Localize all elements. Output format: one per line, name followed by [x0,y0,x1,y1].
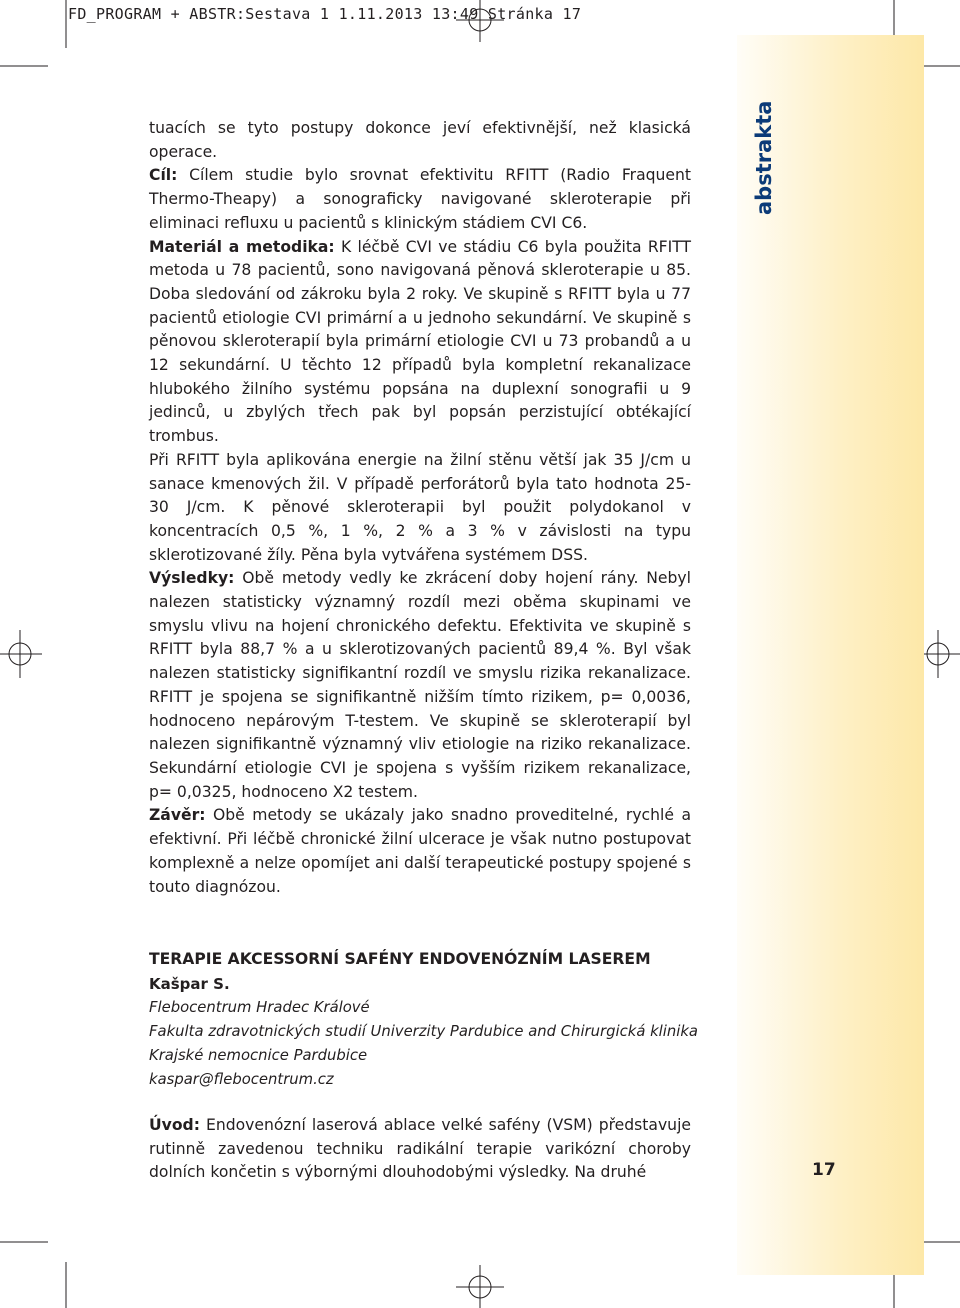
author-email: kaspar@flebocentrum.cz [149,1071,334,1088]
page-number: 17 [812,1160,836,1180]
sidebar-label: abstrakta [752,100,776,215]
intro-paragraph [149,1114,691,1185]
energy-paragraph: Při RFITT byla aplikována energie na žilní stěnu větší jak 35 J/cm u sanace kmenových žil. V případě perforátorů byla tato hodnota 25-30 J/cm. K pěnové skleroterapii byl použit polydokanol v koncentracích 0,5 %, 1 %, 2 % a 3 % v závislosti na typu sklerotizované žíly. Pěna byla vytvářena systémem DSS. [149,450,691,564]
sidebar-band [737,35,924,1275]
lead-paragraph: tuacích se tyto postupy dokonce jeví efektivnější, než klasická operace. [149,119,691,161]
author-name: Kašpar S. [149,975,230,993]
print-slug-header: FD_PROGRAM + ABSTR:Sestava 1 1.11.2013 13:49 Stránka 17 [68,5,582,23]
affiliation-line: Flebocentrum Hradec Králové [149,999,370,1016]
conclusion-paragraph [149,804,691,899]
abstract-body [149,117,691,899]
conclusion-label: Závěr: [149,806,206,825]
results-text: Obě metody vedly ke zkrácení doby hojení rány. Nebyl nalezen statisticky významný rozdíl mezi oběma skupinami ve smyslu vlivu na hojení chronického defektu. Efektivita ve skupině s RFITT byla 88,7 % a u sklerotizovaných pacientů 89,4 %. Byl však nalezen statisticky signifikantní rozdíl ve smyslu rizika rekanalizace. RFITT je spojena se signifikantně nižším tímto rizikem, p= 0,0036, hodnoceno nepárovým T-testem. Ve skupině se skleroterapií byl nalezen signifikantně významný vliv etiologie na riziko rekanalizace. Sekundární etiologie CVI je spojena s vyšším rizikem rekanalizace, p= 0,0325, hodnoceno X2 testem. [149,569,691,801]
intro-text: Endovenózní laserová ablace velké safény (VSM) představuje rutinně zavedenou techniku radikální terapie varikózní choroby dolních končetin s výbornými dlouhodobými výsledky. Na druhé [149,1116,691,1182]
affiliation-line: Fakulta zdravotnických studií Univerzity Pardubice and Chirurgická klinika [149,1023,699,1040]
results-label: Výsledky: [149,569,235,588]
methods-label: Materiál a metodika: [149,237,335,256]
methods-text: K léčbě CVI ve stádiu C6 byla použita RFITT metoda u 78 pacientů, sono navigovaná pěnová skleroterapie u 85. Doba sledování od zákroku byla 2 roky. Ve skupině s RFITT byla u 77 pacientů etiologie CVI primární a u jednoho sekundární. Ve skupině s pěnovou skleroterapií byla primární etiologie CVI u 73 probandů a u 12 sekundární. U těchto 12 případů byla kompletní rekanalizace hlubokého žilního systému popsána na duplexní sonografii u 9 jedinců, u zbylých třech pak byl popsán perzistující obtékající trombus. [149,237,691,446]
aim-paragraph [149,164,691,235]
aim-label: Cíl: [149,166,178,185]
results-paragraph [149,567,691,804]
abstract-title: TERAPIE AKCESSORNÍ SAFÉNY ENDOVENÓZNÍM LASEREM [149,950,651,968]
intro-label: Úvod: [149,1116,200,1134]
aim-text: Cílem studie bylo srovnat efektivitu RFITT (Radio Fraquent Thermo-Theapy) a sonograficky navigované skleroterapie při eliminaci refluxu u pacientů s klinickým stádiem CVI C6. [149,166,691,232]
conclusion-text: Obě metody se ukázaly jako snadno proveditelné, rychlé a efektivní. Při léčbě chronické žilní ulcerace je však nutno postupovat komplexně a nelze opomíjet ani další terapeutické postupy spojené s touto diagnózou. [149,806,691,896]
methods-paragraph [149,236,691,449]
affiliation-line: Krajské nemocnice Pardubice [149,1047,368,1064]
